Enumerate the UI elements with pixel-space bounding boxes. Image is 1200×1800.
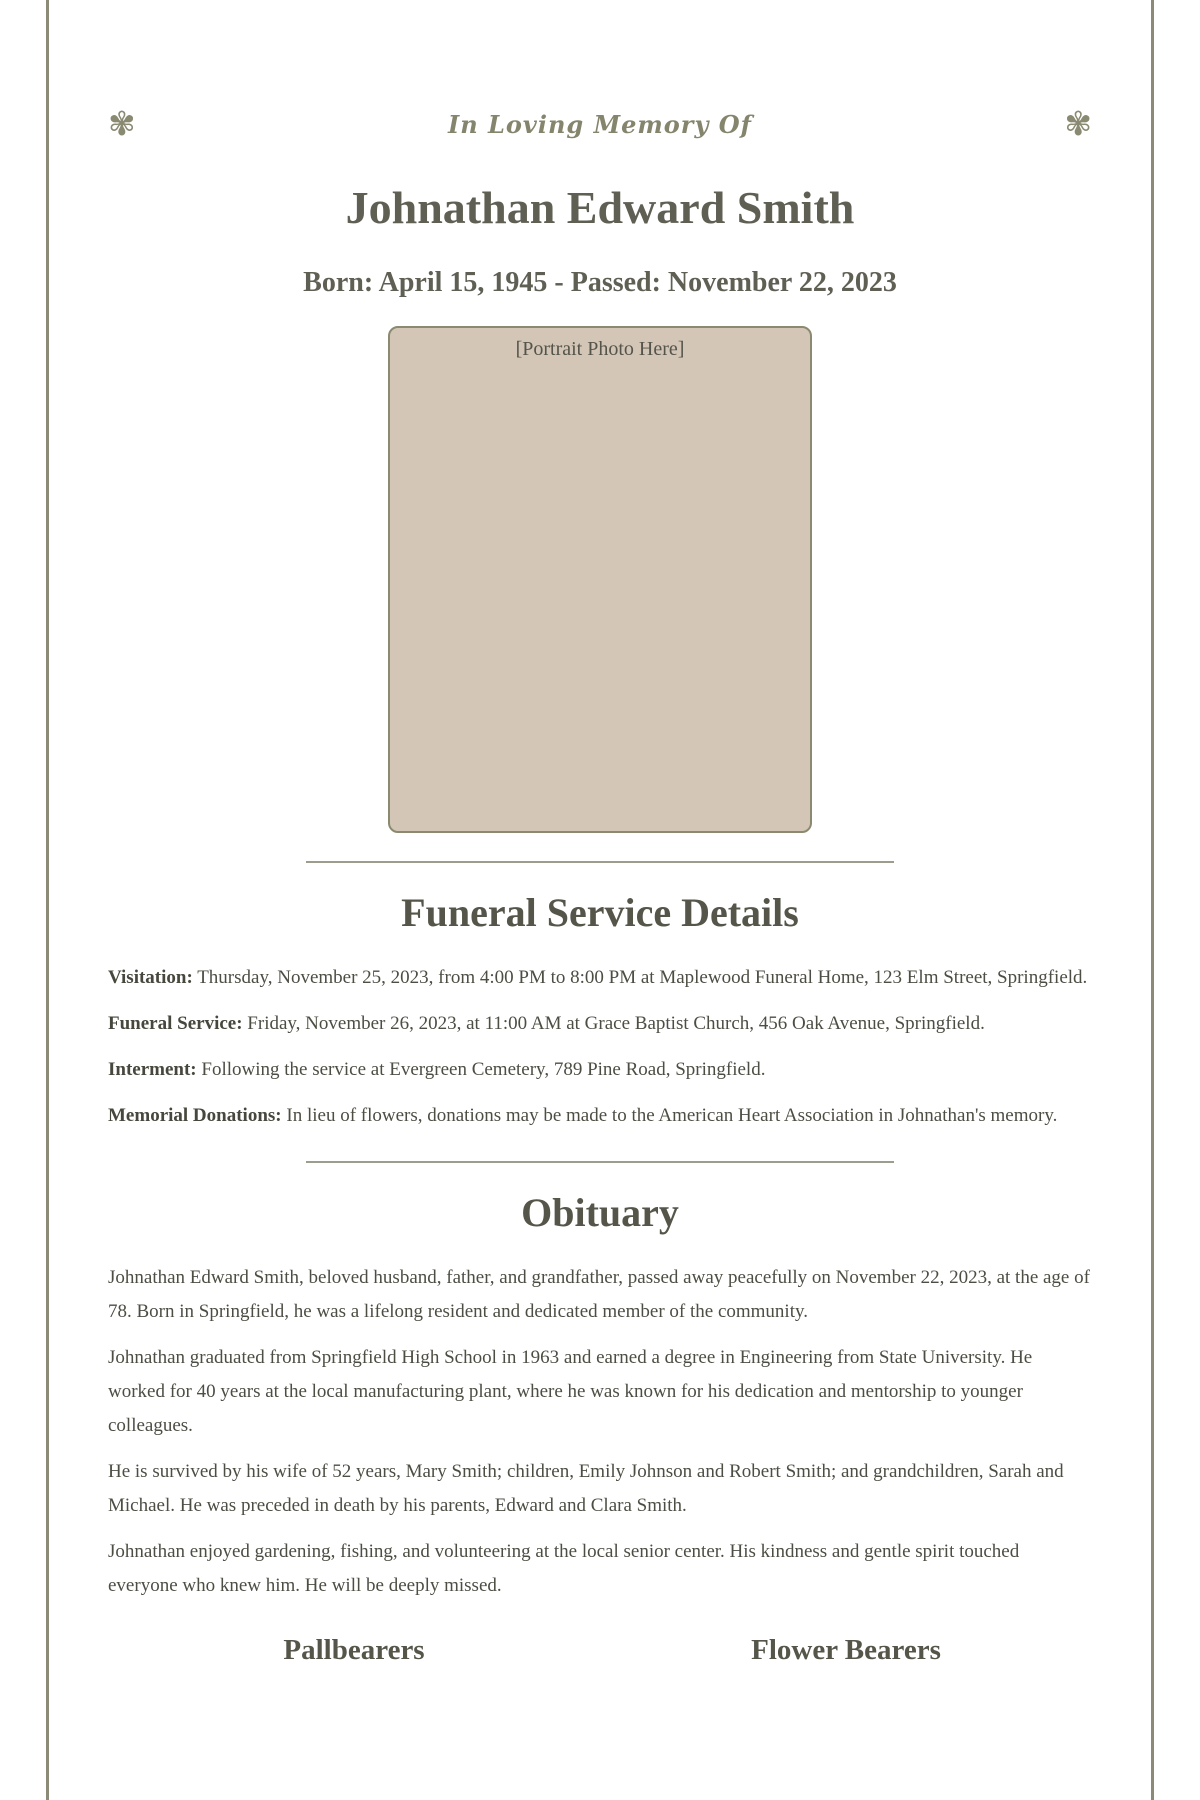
portrait-photo-label: [Portrait Photo Here] [515,338,685,360]
obituary-paragraph: Johnathan graduated from Springfield High School in 1963 and earned a degree in Engineering from State University. He worked for 40 years at the local manufacturing plant, where he was known for his dedication and mentorship to younger colleagues. [108,1347,1033,1436]
service-item-interment [108,1053,1092,1087]
service-details-section [108,961,1092,1133]
pallbearers-column [108,1631,600,1669]
deceased-name: Johnathan Edward Smith [345,182,855,233]
pallbearers-heading: Pallbearers [283,1634,425,1666]
service-item-text: Friday, November 26, 2023, at 11:00 AM at Grace Baptist Church, 456 Oak Avenue, Springfield. [242,1013,985,1034]
memorial-card [46,0,1154,1800]
life-dates: Born: April 15, 1945 - Passed: November 22, 2023 [303,267,897,298]
florette-icon-right: ✾ [1064,104,1092,143]
service-item-label: Funeral Service: [108,1013,243,1034]
service-item-label: Visitation: [108,967,193,988]
flower-bearers-heading: Flower Bearers [751,1634,941,1666]
obituary-heading: Obituary [521,1190,679,1235]
service-item-text: In lieu of flowers, donations may be made to the American Heart Association in Johnathan's memory. [281,1105,1058,1126]
service-item-text: Following the service at Evergreen Cemetery, 789 Pine Road, Springfield. [196,1059,766,1080]
bearers-section [108,1631,1092,1669]
service-details-heading: Funeral Service Details [401,890,799,935]
obituary-section [108,1261,1092,1603]
divider-above-service [306,861,894,863]
florette-icon-left: ✾ [108,104,136,143]
in-loving-memory-label: In Loving Memory Of [448,109,752,139]
service-item-funeral-service [108,1007,1092,1041]
divider-above-obituary [306,1161,894,1163]
memorial-header [108,104,1092,144]
service-item-visitation [108,961,1092,995]
portrait-photo-placeholder [388,326,812,833]
service-item-label: Memorial Donations: [108,1105,282,1126]
service-item-label: Interment: [108,1059,197,1080]
service-item-text: Thursday, November 25, 2023, from 4:00 PM to 8:00 PM at Maplewood Funeral Home, 123 Elm Street, Springfield. [192,967,1088,988]
flower-bearers-column [600,1631,1092,1669]
obituary-paragraph: Johnathan Edward Smith, beloved husband, father, and grandfather, passed away peacefully on November 22, 2023, at the age of 78. Born in Springfield, he was a lifelong resident and dedicated member of the community. [108,1267,1090,1322]
service-item-memorial-donations [108,1099,1092,1133]
obituary-paragraph: Johnathan enjoyed gardening, fishing, and volunteering at the local senior center. His kindness and gentle spirit touched everyone who knew him. He will be deeply missed. [108,1541,1020,1596]
obituary-paragraph: He is survived by his wife of 52 years, Mary Smith; children, Emily Johnson and Robert Smith; and grandchildren, Sarah and Michael. He was preceded in death by his parents, Edward and Clara Smith. [108,1461,1064,1516]
